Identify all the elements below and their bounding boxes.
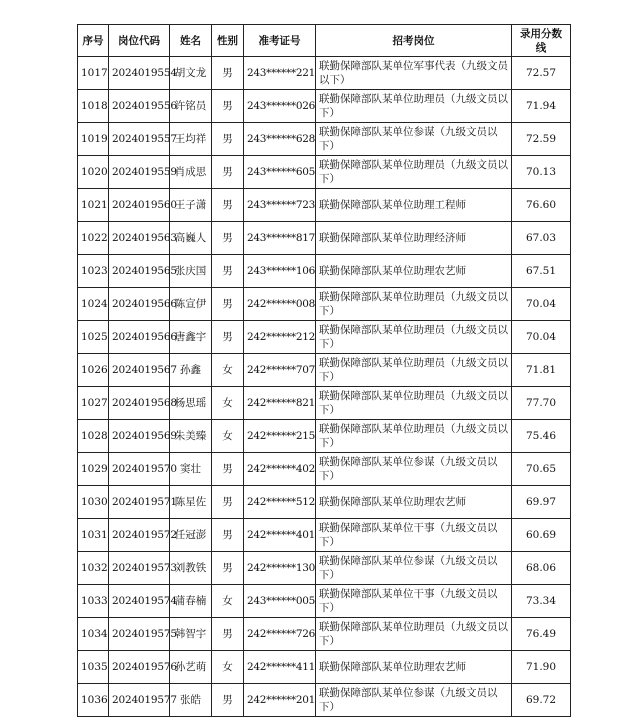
cell-post: 联勤保障部队某单位参谋（九级文员以下） bbox=[316, 123, 512, 156]
table-body bbox=[78, 57, 571, 717]
table-row bbox=[78, 222, 571, 255]
cell-seq: 1019 bbox=[78, 123, 109, 156]
cell-score: 77.70 bbox=[512, 387, 571, 420]
header-gender: 性别 bbox=[212, 25, 244, 57]
cell-position-code: 2024019573 bbox=[109, 552, 170, 585]
cell-post: 联勤保障部队某单位参谋（九级文员以下） bbox=[316, 453, 512, 486]
cell-post: 联勤保障部队某单位助理农艺师 bbox=[316, 255, 512, 288]
table-row bbox=[78, 453, 571, 486]
cell-ticket-number: 242******401 bbox=[244, 519, 316, 552]
cell-score: 69.97 bbox=[512, 486, 571, 519]
cell-score: 70.65 bbox=[512, 453, 571, 486]
cell-gender: 男 bbox=[212, 552, 244, 585]
table-row bbox=[78, 420, 571, 453]
cell-ticket-number: 242******201 bbox=[244, 684, 316, 717]
cell-gender: 男 bbox=[212, 288, 244, 321]
cell-position-code: 2024019554 bbox=[109, 57, 170, 90]
cell-gender: 男 bbox=[212, 189, 244, 222]
cell-position-code: 2024019571 bbox=[109, 486, 170, 519]
cell-ticket-number: 243******221 bbox=[244, 57, 316, 90]
table-row bbox=[78, 684, 571, 717]
cell-post: 联勤保障部队某单位助理员（九级文员以下） bbox=[316, 90, 512, 123]
cell-score: 70.13 bbox=[512, 156, 571, 189]
cell-seq: 1027 bbox=[78, 387, 109, 420]
cell-name: 蒲春楠 bbox=[170, 585, 212, 618]
table-row bbox=[78, 519, 571, 552]
cell-position-code: 2024019565 bbox=[109, 255, 170, 288]
cell-seq: 1025 bbox=[78, 321, 109, 354]
cell-score: 67.03 bbox=[512, 222, 571, 255]
cell-position-code: 2024019556 bbox=[109, 90, 170, 123]
table-row bbox=[78, 321, 571, 354]
cell-position-code: 2024019560 bbox=[109, 189, 170, 222]
table-header bbox=[78, 25, 571, 57]
cell-gender: 男 bbox=[212, 156, 244, 189]
cell-seq: 1023 bbox=[78, 255, 109, 288]
cell-ticket-number: 242******130 bbox=[244, 552, 316, 585]
cell-seq: 1030 bbox=[78, 486, 109, 519]
header-score: 录用分数线 bbox=[512, 25, 571, 57]
table-row bbox=[78, 387, 571, 420]
cell-name: 陈宣伊 bbox=[170, 288, 212, 321]
cell-seq: 1020 bbox=[78, 156, 109, 189]
cell-score: 71.90 bbox=[512, 651, 571, 684]
cell-gender: 男 bbox=[212, 123, 244, 156]
table-row bbox=[78, 255, 571, 288]
cell-name: 刘教铁 bbox=[170, 552, 212, 585]
cell-name: 陈星佐 bbox=[170, 486, 212, 519]
header-name: 姓名 bbox=[170, 25, 212, 57]
cell-position-code: 2024019567 bbox=[109, 354, 170, 387]
cell-post: 联勤保障部队某单位参谋（九级文员以下） bbox=[316, 684, 512, 717]
cell-post: 联勤保障部队某单位军事代表（九级文员以下） bbox=[316, 57, 512, 90]
cell-position-code: 2024019576 bbox=[109, 651, 170, 684]
cell-ticket-number: 243******005 bbox=[244, 585, 316, 618]
cell-ticket-number: 243******106 bbox=[244, 255, 316, 288]
cell-ticket-number: 242******402 bbox=[244, 453, 316, 486]
table-row bbox=[78, 552, 571, 585]
cell-post: 联勤保障部队某单位干事（九级文员以下） bbox=[316, 585, 512, 618]
cell-post: 联勤保障部队某单位助理员（九级文员以下） bbox=[316, 321, 512, 354]
cell-seq: 1034 bbox=[78, 618, 109, 651]
cell-name: 杨思瑶 bbox=[170, 387, 212, 420]
cell-seq: 1035 bbox=[78, 651, 109, 684]
cell-ticket-number: 242******215 bbox=[244, 420, 316, 453]
cell-gender: 男 bbox=[212, 684, 244, 717]
table-row bbox=[78, 156, 571, 189]
cell-ticket-number: 242******008 bbox=[244, 288, 316, 321]
cell-score: 68.06 bbox=[512, 552, 571, 585]
cell-gender: 男 bbox=[212, 486, 244, 519]
cell-seq: 1036 bbox=[78, 684, 109, 717]
cell-position-code: 2024019577 bbox=[109, 684, 170, 717]
cell-name: 许铭员 bbox=[170, 90, 212, 123]
cell-post: 联勤保障部队某单位助理员（九级文员以下） bbox=[316, 420, 512, 453]
cell-name: 胡文龙 bbox=[170, 57, 212, 90]
cell-score: 70.04 bbox=[512, 288, 571, 321]
cell-score: 70.04 bbox=[512, 321, 571, 354]
cell-post: 联勤保障部队某单位助理员（九级文员以下） bbox=[316, 288, 512, 321]
cell-name: 高巍人 bbox=[170, 222, 212, 255]
cell-position-code: 2024019572 bbox=[109, 519, 170, 552]
cell-seq: 1018 bbox=[78, 90, 109, 123]
cell-name: 张皓 bbox=[170, 684, 212, 717]
cell-score: 69.72 bbox=[512, 684, 571, 717]
table-row bbox=[78, 57, 571, 90]
cell-position-code: 2024019575 bbox=[109, 618, 170, 651]
cell-post: 联勤保障部队某单位助理经济师 bbox=[316, 222, 512, 255]
table-row bbox=[78, 288, 571, 321]
cell-ticket-number: 243******723 bbox=[244, 189, 316, 222]
cell-ticket-number: 242******512 bbox=[244, 486, 316, 519]
cell-score: 75.46 bbox=[512, 420, 571, 453]
cell-score: 71.94 bbox=[512, 90, 571, 123]
cell-gender: 男 bbox=[212, 519, 244, 552]
cell-gender: 男 bbox=[212, 255, 244, 288]
cell-gender: 女 bbox=[212, 387, 244, 420]
cell-post: 联勤保障部队某单位助理员（九级文员以下） bbox=[316, 618, 512, 651]
cell-seq: 1029 bbox=[78, 453, 109, 486]
cell-score: 60.69 bbox=[512, 519, 571, 552]
cell-post: 联勤保障部队某单位助理员（九级文员以下） bbox=[316, 354, 512, 387]
table-row bbox=[78, 354, 571, 387]
cell-position-code: 2024019568 bbox=[109, 387, 170, 420]
cell-post: 联勤保障部队某单位参谋（九级文员以下） bbox=[316, 552, 512, 585]
cell-position-code: 2024019563 bbox=[109, 222, 170, 255]
cell-score: 71.81 bbox=[512, 354, 571, 387]
cell-post: 联勤保障部队某单位助理员（九级文员以下） bbox=[316, 387, 512, 420]
cell-name: 张庆国 bbox=[170, 255, 212, 288]
cell-position-code: 2024019566 bbox=[109, 321, 170, 354]
table-row bbox=[78, 189, 571, 222]
cell-ticket-number: 243******026 bbox=[244, 90, 316, 123]
cell-gender: 女 bbox=[212, 651, 244, 684]
table-row bbox=[78, 651, 571, 684]
header-seq: 序号 bbox=[78, 25, 109, 57]
cell-ticket-number: 243******605 bbox=[244, 156, 316, 189]
cell-name: 肖成思 bbox=[170, 156, 212, 189]
cell-post: 联勤保障部队某单位助理员（九级文员以下） bbox=[316, 156, 512, 189]
cell-gender: 男 bbox=[212, 453, 244, 486]
cell-gender: 男 bbox=[212, 57, 244, 90]
cell-post: 联勤保障部队某单位助理农艺师 bbox=[316, 651, 512, 684]
cell-score: 67.51 bbox=[512, 255, 571, 288]
table-row bbox=[78, 486, 571, 519]
table-row bbox=[78, 618, 571, 651]
cell-score: 76.49 bbox=[512, 618, 571, 651]
cell-name: 孙艺萌 bbox=[170, 651, 212, 684]
cell-position-code: 2024019557 bbox=[109, 123, 170, 156]
admission-score-table bbox=[77, 24, 571, 717]
header-row bbox=[78, 25, 571, 57]
cell-position-code: 2024019559 bbox=[109, 156, 170, 189]
cell-name: 唐鑫宇 bbox=[170, 321, 212, 354]
cell-gender: 女 bbox=[212, 354, 244, 387]
cell-ticket-number: 242******411 bbox=[244, 651, 316, 684]
cell-seq: 1024 bbox=[78, 288, 109, 321]
cell-score: 76.60 bbox=[512, 189, 571, 222]
cell-name: 韩智宇 bbox=[170, 618, 212, 651]
cell-name: 王均祥 bbox=[170, 123, 212, 156]
cell-position-code: 2024019566 bbox=[109, 288, 170, 321]
cell-post: 联勤保障部队某单位助理工程师 bbox=[316, 189, 512, 222]
cell-seq: 1021 bbox=[78, 189, 109, 222]
cell-seq: 1022 bbox=[78, 222, 109, 255]
cell-score: 72.59 bbox=[512, 123, 571, 156]
table-row bbox=[78, 585, 571, 618]
header-ticket: 准考证号 bbox=[244, 25, 316, 57]
cell-name: 朱美臻 bbox=[170, 420, 212, 453]
cell-seq: 1032 bbox=[78, 552, 109, 585]
cell-name: 窦壮 bbox=[170, 453, 212, 486]
cell-gender: 女 bbox=[212, 420, 244, 453]
cell-gender: 男 bbox=[212, 222, 244, 255]
table-row bbox=[78, 123, 571, 156]
cell-score: 73.34 bbox=[512, 585, 571, 618]
cell-post: 联勤保障部队某单位助理农艺师 bbox=[316, 486, 512, 519]
cell-ticket-number: 243******628 bbox=[244, 123, 316, 156]
cell-position-code: 2024019569 bbox=[109, 420, 170, 453]
cell-name: 任冠澎 bbox=[170, 519, 212, 552]
cell-seq: 1026 bbox=[78, 354, 109, 387]
cell-name: 王子潇 bbox=[170, 189, 212, 222]
cell-name: 孙鑫 bbox=[170, 354, 212, 387]
cell-seq: 1033 bbox=[78, 585, 109, 618]
cell-position-code: 2024019570 bbox=[109, 453, 170, 486]
cell-gender: 男 bbox=[212, 618, 244, 651]
cell-ticket-number: 242******821 bbox=[244, 387, 316, 420]
cell-ticket-number: 242******707 bbox=[244, 354, 316, 387]
cell-score: 72.57 bbox=[512, 57, 571, 90]
cell-position-code: 2024019574 bbox=[109, 585, 170, 618]
cell-ticket-number: 243******817 bbox=[244, 222, 316, 255]
header-post: 招考岗位 bbox=[316, 25, 512, 57]
cell-post: 联勤保障部队某单位干事（九级文员以下） bbox=[316, 519, 512, 552]
cell-gender: 女 bbox=[212, 585, 244, 618]
cell-seq: 1031 bbox=[78, 519, 109, 552]
header-code: 岗位代码 bbox=[109, 25, 170, 57]
cell-seq: 1028 bbox=[78, 420, 109, 453]
table-row bbox=[78, 90, 571, 123]
cell-ticket-number: 242******212 bbox=[244, 321, 316, 354]
cell-seq: 1017 bbox=[78, 57, 109, 90]
cell-gender: 男 bbox=[212, 90, 244, 123]
cell-gender: 男 bbox=[212, 321, 244, 354]
cell-ticket-number: 242******726 bbox=[244, 618, 316, 651]
